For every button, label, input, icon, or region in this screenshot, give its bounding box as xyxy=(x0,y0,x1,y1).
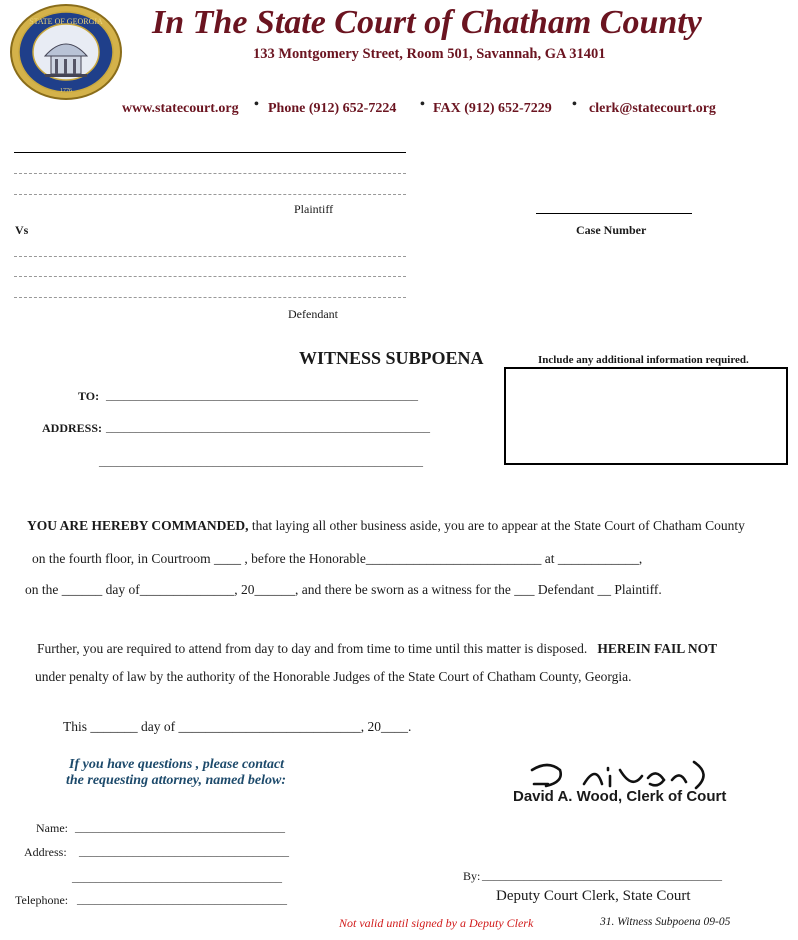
command-line-1 xyxy=(27,518,745,534)
defendant-label: Defendant xyxy=(288,307,338,321)
court-title: In The State Court of Chatham County xyxy=(152,4,702,41)
form-heading: WITNESS SUBPOENA xyxy=(299,348,484,368)
attorney-note: the requesting attorney, named below: xyxy=(66,773,286,788)
not-valid-note: Not valid until signed by a Deputy Clerk xyxy=(339,916,534,930)
bullet: • xyxy=(572,97,577,112)
address-field[interactable]: ______________________________________________________ xyxy=(106,420,430,434)
additional-info-box[interactable] xyxy=(504,367,788,465)
attorney-name-label: Name: xyxy=(36,821,68,835)
plaintiff-label: Plaintiff xyxy=(294,202,334,216)
additional-info-label: Include any additional information required. xyxy=(538,354,749,366)
command-line-3: on the ______ day of______________, 20______, and there be sworn as a witness for the ___ Defendant __ Plaintiff. xyxy=(25,582,662,597)
further-text: Further, you are required to attend from day to day and from time to time until this matter is disposed. xyxy=(37,641,588,656)
bullet: • xyxy=(420,97,425,112)
herein-fail-not: HEREIN FAIL NOT xyxy=(597,641,718,656)
to-field[interactable]: ____________________________________________________ xyxy=(106,388,418,402)
fax-text: FAX (912) 652-7229 xyxy=(433,101,552,116)
case-number-label: Case Number xyxy=(576,223,647,237)
georgia-seal-icon xyxy=(9,4,123,100)
command-text: that laying all other business aside, you are to appear at the State Court of Chatham County xyxy=(248,518,745,533)
attorney-address-field[interactable]: ___________________________________ xyxy=(72,870,282,884)
plaintiff-line[interactable] xyxy=(14,173,406,174)
attorney-telephone-label: Telephone: xyxy=(15,893,69,907)
court-address: 133 Montgomery Street, Room 501, Savannah, GA 31401 xyxy=(253,46,606,62)
seal-text: STATE OF GEORGIA xyxy=(29,17,103,26)
date-line[interactable]: This _______ day of ___________________________, 20____. xyxy=(63,719,412,734)
email-link[interactable]: clerk@statecourt.org xyxy=(589,101,716,116)
attorney-name-field[interactable]: ___________________________________ xyxy=(75,820,285,834)
plaintiff-line[interactable] xyxy=(14,152,406,153)
form-id: 31. Witness Subpoena 09-05 xyxy=(600,916,731,928)
commanded-lead: YOU ARE HEREBY COMMANDED, xyxy=(27,518,249,533)
deputy-signature-field[interactable]: ________________________________________ xyxy=(482,868,722,882)
vs-label: Vs xyxy=(15,223,29,237)
defendant-line[interactable] xyxy=(14,276,406,277)
attorney-telephone-field[interactable]: ___________________________________ xyxy=(77,892,287,906)
attorney-address-label: Address: xyxy=(24,845,67,859)
address-label: ADDRESS: xyxy=(42,421,103,435)
seal-year: 1776 xyxy=(60,88,72,94)
command-line-2: on the fourth floor, in Courtroom ____ , before the Honorable__________________________ at ____________, xyxy=(32,551,643,566)
website-link[interactable]: www.statecourt.org xyxy=(122,101,239,116)
phone-text: Phone (912) 652-7224 xyxy=(268,101,397,116)
plaintiff-line[interactable] xyxy=(14,194,406,195)
further-line-2: under penalty of law by the authority of the Honorable Judges of the State Court of Chatham County, Georgia. xyxy=(35,669,632,684)
defendant-line[interactable] xyxy=(14,297,406,298)
to-label: TO: xyxy=(78,389,100,403)
bullet: • xyxy=(254,97,259,112)
attorney-note: If you have questions , please contact xyxy=(69,757,285,772)
clerk-signature-icon xyxy=(524,756,714,792)
clerk-name: David A. Wood, Clerk of Court xyxy=(513,788,727,805)
address-field[interactable]: ______________________________________________________ xyxy=(99,454,423,468)
further-line-1 xyxy=(37,641,717,657)
deputy-label: Deputy Court Clerk, State Court xyxy=(496,888,691,904)
case-number-line[interactable] xyxy=(536,213,692,214)
by-label: By: xyxy=(463,869,481,883)
attorney-address-field[interactable]: ___________________________________ xyxy=(79,844,289,858)
defendant-line[interactable] xyxy=(14,256,406,257)
